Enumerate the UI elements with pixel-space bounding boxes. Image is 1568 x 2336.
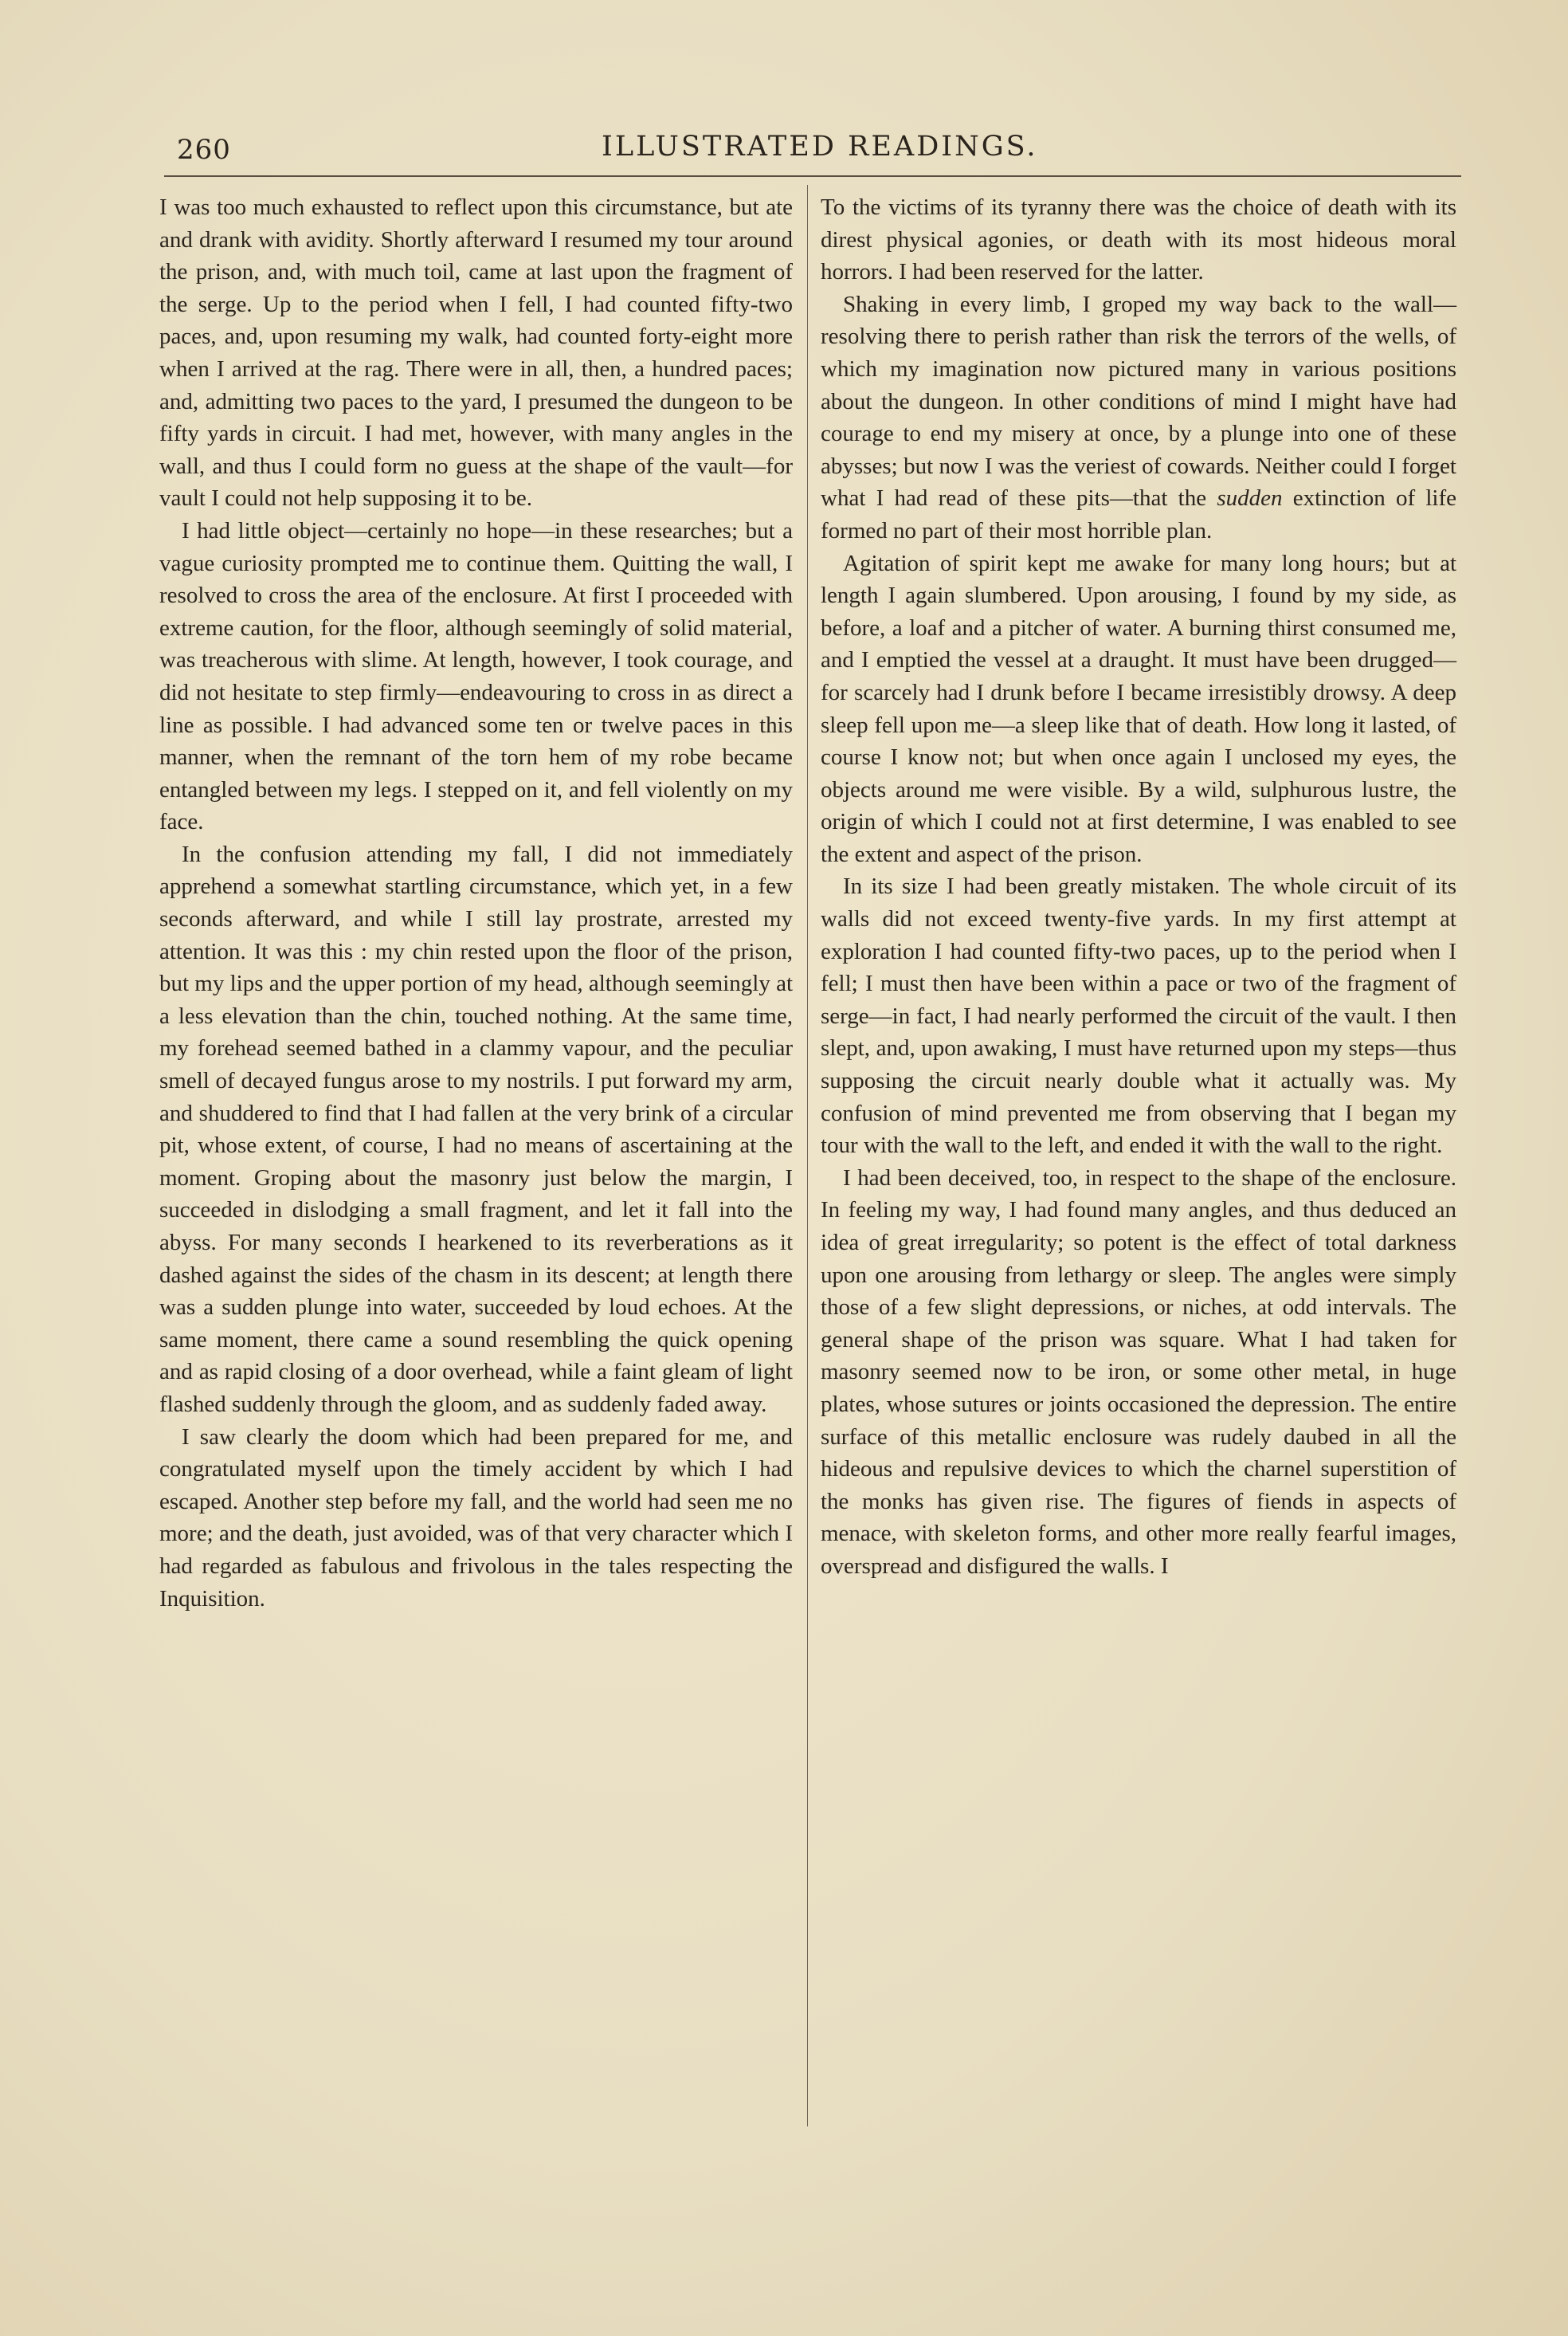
running-title: ILLUSTRATED READINGS.	[602, 131, 1038, 163]
paragraph-text: extinction of life formed no part of their most horrible plan.	[821, 485, 1457, 544]
page-number: 260	[177, 134, 231, 166]
paragraph: I was too much exhausted to reflect upon this circumstance, but ate and drank with avidity. Shortly afterward I resumed my tour around the prison, and, with much toil, came at last upon the fragment of the serge. Up to the period when I fell, I had counted fifty-two paces, and, upon resuming my walk, had counted forty-eight more when I arrived at the rag. There were in all, then, a hundred paces; and, admitting two paces to the yard, I presumed the dungeon to be fifty yards in circuit. I had met, however, with many angles in the wall, and thus I could form no guess at the shape of the vault—for vault I could not help supposing it to be.	[159, 194, 793, 512]
column-divider	[807, 185, 808, 2126]
italic-word: sudden	[1217, 485, 1283, 512]
paragraph-text: Shaking in every limb, I groped my way back to the wall—resolving there to perish rather than risk the terrors of the wells, of which my imagination now pictured many in various positions about the dungeon. In other conditions of mind I might have had courage to end my misery at once, by a plunge into one of these abysses; but now I was the veriest of cowards. Neither could I forget what I had read of these pits—that the	[821, 291, 1456, 512]
paragraph: To the victims of its tyranny there was the choice of death with its direst physical agonies, or death with its most hideous moral horrors. I had been reserved for the latter.	[821, 194, 1456, 285]
header-rule	[164, 175, 1461, 177]
paragraph: I saw clearly the doom which had been prepared for me, and congratulated myself upon the timely accident by which I had escaped. Another step before my fall, and the world had seen me no more; and the death, just avoided, was of that very character which I had regarded as fabulous and frivolous in the tales respecting the Inquisition.	[159, 1423, 793, 1612]
paragraph: I had been deceived, too, in respect to the shape of the enclosure. In feeling my way, I had found many angles, and thus deduced an idea of great irregularity; so potent is the effect of total darkness upon one arousing from lethargy or sleep. The angles were simply those of a few slight depressions, or niches, at odd intervals. The general shape of the prison was square. What I had taken for masonry seemed now to be iron, or some other metal, in huge plates, whose sutures or joints occasioned the depression. The entire surface of this metallic enclosure was rudely daubed in all the hideous and repulsive devices to which the charnel superstition of the monks has given rise. The figures of fiends in aspects of menace, with skeleton forms, and other more really fearful images, overspread and disfigured the walls. I	[821, 1164, 1456, 1579]
paragraph: Agitation of spirit kept me awake for many long hours; but at length I again slumbered. Upon arousing, I found by my side, as before, a loaf and a pitcher of water. A burning thirst consumed me, and I emptied the vessel at a draught. It must have been drugged—for scarcely had I drunk before I became irresistibly drowsy. A deep sleep fell upon me—a sleep like that of death. How long it lasted, of course I know not; but when once again I unclosed my eyes, the objects around me were visible. By a wild, sulphurous lustre, the origin of which I could not at first determine, I was enabled to see the extent and aspect of the prison.	[821, 550, 1456, 867]
right-column	[821, 191, 1456, 1583]
left-column	[159, 191, 793, 1615]
paragraph: In its size I had been greatly mistaken. The whole circuit of its walls did not exceed twenty-five yards. In my first attempt at exploration I had counted fifty-two paces, up to the period when I fell; I must then have been within a pace or two of the fragment of serge—in fact, I had nearly performed the circuit of the vault. I then slept, and, upon awaking, I must have returned upon my steps—thus supposing the circuit nearly double what it actually was. My confusion of mind prevented me from observing that I began my tour with the wall to the left, and ended it with the wall to the right.	[821, 874, 1456, 1159]
page-header	[167, 126, 1458, 174]
paragraph: I had little object—certainly no hope—in these researches; but a vague curiosity prompted me to continue them. Quitting the wall, I resolved to cross the area of the enclosure. At first I proceeded with extreme caution, for the floor, although seemingly of solid material, was treacherous with slime. At length, however, I took courage, and did not hesitate to step firmly—endeavouring to cross in as direct a line as possible. I had advanced some ten or twelve paces in this manner, when the remnant of the torn hem of my robe became entangled between my legs. I stepped on it, and fell violently on my face.	[159, 517, 793, 835]
paragraph	[821, 289, 1456, 548]
paragraph: In the confusion attending my fall, I did not immediately apprehend a somewhat startling circumstance, which yet, in a few seconds afterward, and while I still lay prostrate, arrested my attention. It was this : my chin rested upon the floor of the prison, but my lips and the upper portion of my head, although seemingly at a less elevation than the chin, touched nothing. At the same time, my forehead seemed bathed in a clammy vapour, and the peculiar smell of decayed fungus arose to my nostrils. I put forward my arm, and shuddered to find that I had fallen at the very brink of a circular pit, whose extent, of course, I had no means of ascertaining at the moment. Groping about the masonry just below the margin, I succeeded in dislodging a small fragment, and let it fall into the abyss. For many seconds I hearkened to its reverberations as it dashed against the sides of the chasm in its descent; at length there was a sudden plunge into water, succeeded by loud echoes. At the same moment, there came a sound resembling the quick opening and as rapid closing of a door overhead, while a faint gleam of light flashed suddenly through the gloom, and as suddenly faded away.	[159, 841, 793, 1417]
